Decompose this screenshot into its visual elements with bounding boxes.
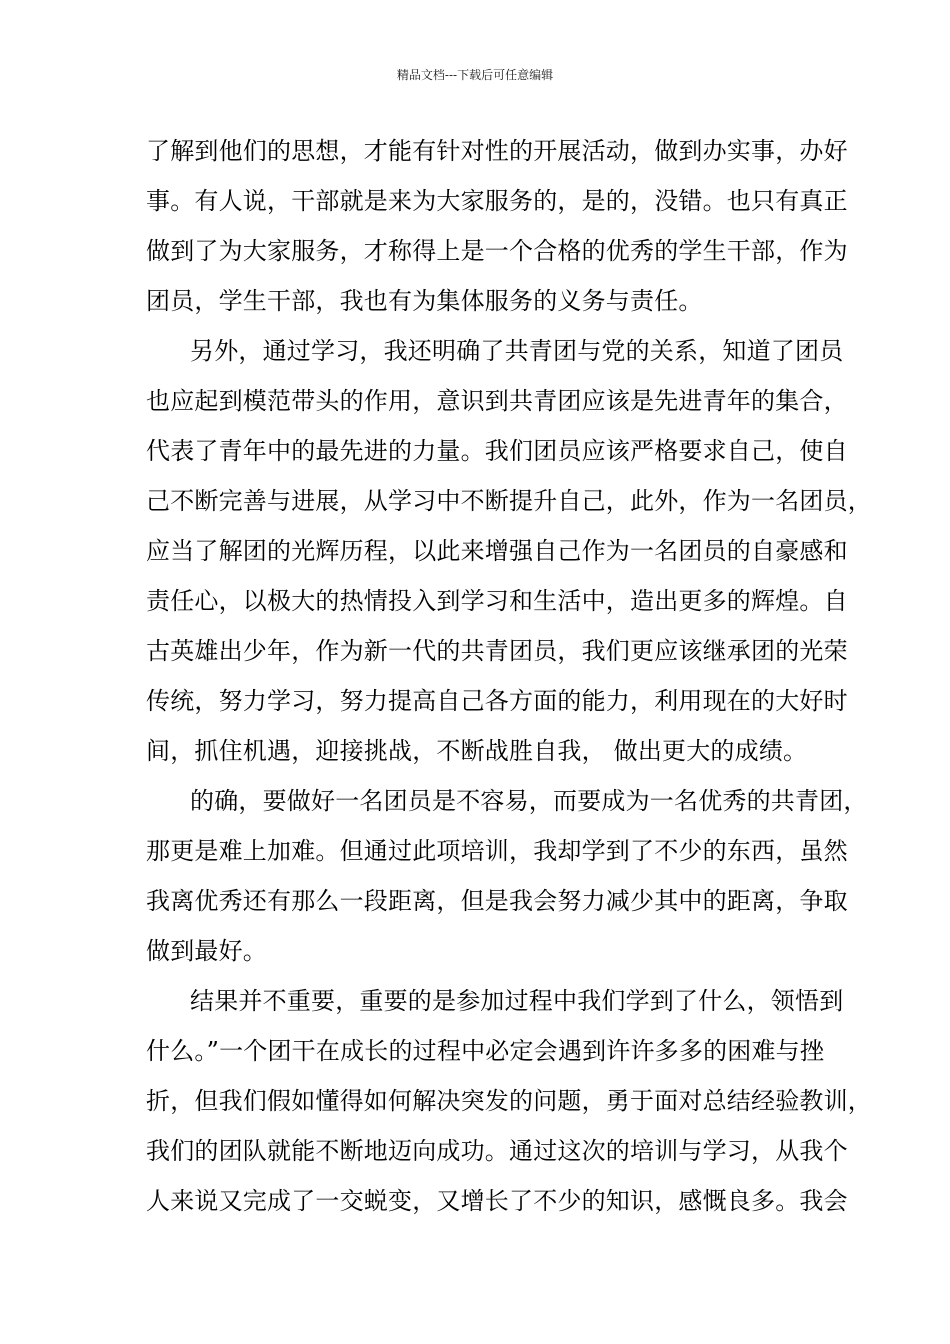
paragraph-first-line: 的确，要做好一名团员是不容易，而要成为一名优秀的共青团， bbox=[190, 787, 868, 815]
body-text-line: 折，但我们假如懂得如何解决突发的问题，勇于面对总结经验教训， bbox=[146, 1087, 872, 1115]
body-text-line: 事。有人说，干部就是来为大家服务的，是的，没错。也只有真正 bbox=[146, 187, 848, 215]
body-text-line: 那更是难上加难。但通过此项培训，我却学到了不少的东西，虽然 bbox=[146, 837, 848, 865]
body-text-line: 团员，学生干部，我也有为集体服务的义务与责任。 bbox=[146, 287, 703, 315]
body-text-line: 什么。”一个团干在成长的过程中必定会遇到许许多多的困难与挫 bbox=[146, 1037, 825, 1065]
body-text-line: 了解到他们的思想，才能有针对性的开展活动，做到办实事，办好 bbox=[146, 137, 848, 165]
body-text-line: 我们的团队就能不断地迈向成功。通过这次的培训与学习，从我个 bbox=[146, 1137, 848, 1165]
body-text-line: 己不断完善与进展，从学习中不断提升自己，此外，作为一名团员， bbox=[146, 487, 872, 515]
page-header: 精品文档---下载后可任意编辑 bbox=[396, 68, 554, 82]
body-text-line: 也应起到模范带头的作用，意识到共青团应该是先进青年的集合， bbox=[146, 387, 848, 415]
body-text-line: 代表了青年中的最先进的力量。我们团员应该严格要求自己，使自 bbox=[146, 437, 848, 465]
body-text-line: 做到了为大家服务，才称得上是一个合格的优秀的学生干部，作为 bbox=[146, 237, 848, 265]
body-text-line: 古英雄出少年，作为新一代的共青团员，我们更应该继承团的光荣 bbox=[146, 637, 848, 665]
body-text-line: 应当了解团的光辉历程，以此来增强自己作为一名团员的自豪感和 bbox=[146, 537, 848, 565]
body-text-line: 责任心，以极大的热情投入到学习和生活中，造出更多的辉煌。自 bbox=[146, 587, 848, 615]
body-text-line: 间，抓住机遇，迎接挑战，不断战胜自我， 做出更大的成绩。 bbox=[146, 737, 808, 765]
body-text-line: 人来说又完成了一交蜕变，又增长了不少的知识，感慨良多。我会 bbox=[146, 1187, 848, 1215]
paragraph-first-line: 结果并不重要，重要的是参加过程中我们学到了什么，领悟到 bbox=[190, 987, 844, 1015]
body-text-line: 传统，努力学习，努力提高自己各方面的能力，利用现在的大好时 bbox=[146, 687, 848, 715]
body-text-line: 做到最好。 bbox=[146, 937, 267, 965]
body-text-line: 我离优秀还有那么一段距离，但是我会努力减少其中的距离，争取 bbox=[146, 887, 848, 915]
paragraph-first-line: 另外，通过学习，我还明确了共青团与党的关系，知道了团员 bbox=[190, 337, 844, 365]
